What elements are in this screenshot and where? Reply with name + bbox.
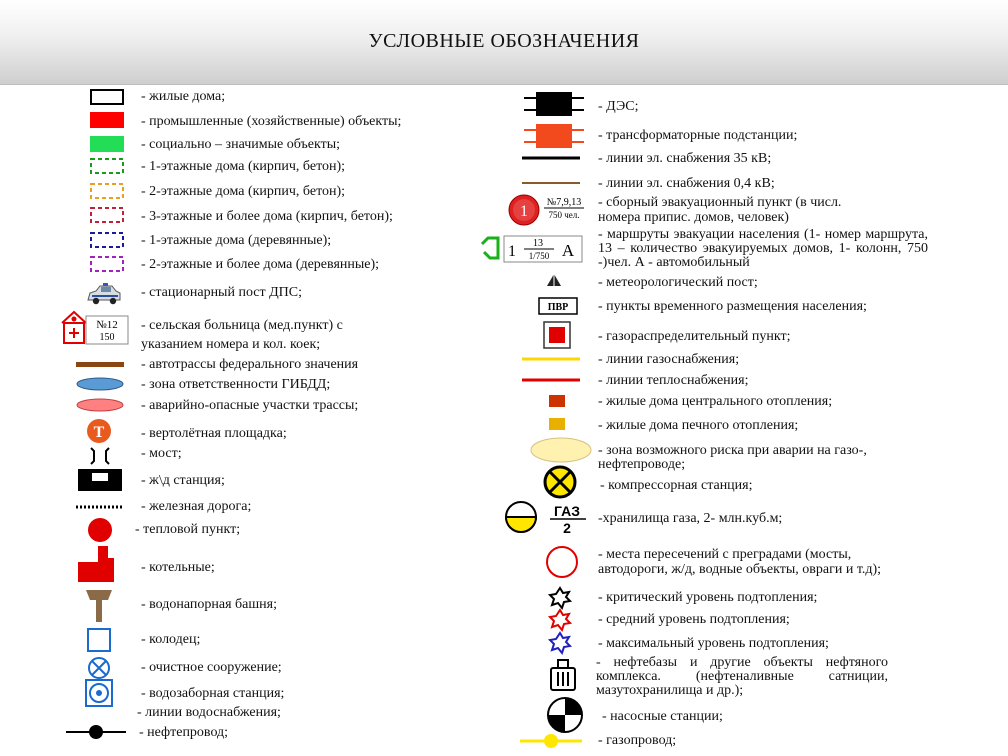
industrial-symbol — [90, 112, 124, 128]
residential-symbol — [90, 89, 124, 105]
water-intake-icon — [85, 679, 113, 707]
gas-pipeline-label: - газопровод; — [598, 733, 677, 748]
power-35kv-label: - линии эл. снабжения 35 кВ; — [598, 151, 772, 166]
svg-text:1: 1 — [508, 243, 516, 260]
transformer-label: - трансформаторные подстанции; — [598, 128, 798, 143]
gas-lines-label: - линии газоснабжения; — [598, 352, 740, 367]
evac-point-label-line1: - сборный эвакуационный пункт (в числ. — [598, 195, 842, 210]
gas-lines-symbol — [522, 357, 580, 361]
residential-label: - жилые дома; — [141, 89, 226, 104]
stove-heating-symbol — [549, 418, 565, 430]
oil-depot-icon — [549, 656, 577, 692]
industrial-label: - промышленные (хозяйственные) объекты; — [141, 114, 402, 129]
gas-risk-zone-label-line1: - зона возможного риска при аварии на газо-, — [598, 443, 867, 458]
well-label: - колодец; — [141, 632, 201, 647]
well-icon — [87, 628, 111, 652]
boiler-label: - котельные; — [141, 560, 215, 575]
wood-1-floor-symbol — [90, 232, 124, 248]
compressor-icon — [543, 465, 577, 499]
flood-critical-label: - критический уровень подтопления; — [598, 590, 818, 605]
treatment-plant-label: - очистное сооружение; — [141, 660, 282, 675]
svg-text:Т: Т — [93, 424, 105, 441]
social-symbol — [90, 136, 124, 152]
flood-max-label: - максимальный уровень подтопления; — [598, 636, 829, 651]
svg-text:2: 2 — [563, 520, 571, 536]
wood-2-floor-label: - 2-этажные и более дома (деревянные); — [141, 257, 380, 272]
weather-post-label: - метеорологический пост; — [598, 275, 758, 290]
gas-pipeline-symbol — [520, 731, 582, 751]
police-car-icon — [86, 280, 122, 308]
hospital-label-line2: указанием номера и кол. коек; — [141, 337, 321, 352]
railway-label: - железная дорога; — [141, 499, 252, 514]
svg-text:ГАЗ: ГАЗ — [554, 503, 580, 519]
gas-storage-symbol — [504, 500, 590, 536]
oil-pipeline-symbol — [66, 723, 126, 743]
flood-max-icon — [548, 631, 572, 655]
gas-distribution-symbol — [543, 321, 571, 349]
flood-medium-icon — [548, 608, 572, 632]
svg-text:1: 1 — [520, 203, 528, 220]
water-lines-label: - линии водоснабжения; — [137, 705, 281, 720]
des-label: - ДЭС; — [598, 99, 639, 114]
evac-houses: №7,9,13 — [546, 197, 582, 208]
svg-text:А: А — [561, 241, 575, 260]
gas-storage-label: -хранилища газа, 2- млн.куб.м; — [598, 511, 783, 526]
wood-2-floor-symbol — [90, 256, 124, 272]
federal-road-symbol — [76, 362, 124, 368]
header-bar — [0, 0, 1008, 85]
heat-lines-symbol — [522, 378, 580, 382]
evac-people: 750 чел. — [548, 210, 580, 220]
water-tower-label: - водонапорная башня; — [141, 597, 277, 612]
boiler-icon — [78, 546, 118, 584]
evac-routes-label: - маршруты эвакуации населения (1- номер маршрута, 13 – количество эвакуируемых домов, 1- колонн, 750 -)чел. А - автомобильный — [598, 227, 928, 270]
des-symbol — [524, 90, 584, 118]
crossings-icon — [545, 545, 579, 579]
gibdd-zone-symbol — [76, 377, 124, 391]
crossings-label-line1: - места пересечений с преградами (мосты, — [598, 547, 852, 562]
gas-risk-zone-label-line2: нефтепроводе; — [598, 457, 686, 472]
central-heating-symbol — [549, 395, 565, 407]
pump-station-icon — [546, 696, 584, 734]
pvr-symbol — [538, 297, 578, 315]
rail-station-symbol — [78, 469, 122, 491]
hospital-number: №12 — [96, 319, 118, 331]
gas-risk-zone-symbol — [530, 437, 592, 463]
bridge-icon — [88, 446, 112, 466]
heat-point-icon — [87, 517, 113, 543]
pvr-label: - пункты временного размещения населения; — [598, 299, 867, 314]
transformer-symbol — [524, 122, 584, 150]
evac-point-label-line2: номера припис. домов, человек) — [598, 210, 789, 225]
svg-text:13: 13 — [533, 238, 543, 249]
hospital-beds: 150 — [99, 332, 115, 343]
social-label: - социально – значимые объекты; — [141, 137, 341, 152]
brick-1-floor-label: - 1-этажные дома (кирпич, бетон); — [141, 159, 346, 174]
heat-point-label: - тепловой пункт; — [135, 522, 241, 537]
flood-critical-icon — [548, 586, 572, 610]
evacuation-point-symbol — [508, 192, 588, 228]
power-04kv-symbol — [522, 181, 580, 185]
treatment-plant-icon — [87, 656, 111, 680]
gas-distribution-label: - газораспределительный пункт; — [598, 329, 791, 344]
evacuation-route-symbol — [478, 232, 584, 266]
hospital-symbol — [60, 310, 130, 346]
water-intake-label: - водозаборная станция; — [141, 686, 285, 701]
rail-station-label: - ж\д станция; — [141, 473, 225, 488]
gibdd-zone-label: - зона ответственности ГИБДД; — [141, 377, 331, 392]
oil-depots-label: - нефтебазы и другие объекты нефтяного комплекса. (нефтеналивные сатниции, мазутохранилища и др.); — [596, 655, 888, 698]
flood-medium-label: - средний уровень подтопления; — [598, 612, 790, 627]
water-tower-icon — [86, 590, 116, 624]
dps-post-label: - стационарный пост ДПС; — [141, 285, 303, 300]
bridge-label: - мост; — [141, 446, 182, 461]
power-04kv-label: - линии эл. снабжения 0,4 кВ; — [598, 176, 775, 191]
federal-road-label: - автотрассы федерального значения — [141, 357, 359, 372]
hospital-label-line1: - сельская больница (мед.пункт) с — [141, 318, 343, 333]
helipad-label: - вертолётная площадка; — [141, 426, 287, 441]
page-title: УСЛОВНЫЕ ОБОЗНАЧЕНИЯ — [368, 30, 640, 52]
brick-1-floor-symbol — [90, 158, 124, 174]
brick-2-floor-symbol — [90, 183, 124, 199]
railway-symbol — [76, 505, 124, 509]
compressor-label: - компрессорная станция; — [600, 478, 753, 493]
weather-post-icon — [546, 272, 562, 288]
oil-pipeline-label: - нефтепровод; — [139, 725, 229, 740]
power-35kv-symbol — [522, 156, 580, 160]
helipad-icon — [86, 418, 112, 444]
stove-heating-label: - жилые дома печного отопления; — [598, 418, 799, 433]
brick-2-floor-label: - 2-этажные дома (кирпич, бетон); — [141, 184, 346, 199]
crossings-label-line2: автодороги, ж/д, водные объекты, овраги и т.д); — [598, 562, 882, 577]
brick-3-floor-symbol — [90, 207, 124, 223]
wood-1-floor-label: - 1-этажные дома (деревянные); — [141, 233, 332, 248]
central-heating-label: - жилые дома центрального отопления; — [598, 394, 833, 409]
danger-sections-label: - аварийно-опасные участки трассы; — [141, 398, 359, 413]
svg-text:1/750: 1/750 — [528, 251, 550, 261]
heat-lines-label: - линии теплоснабжения; — [598, 373, 749, 388]
svg-text:ПВР: ПВР — [547, 302, 569, 313]
danger-sections-symbol — [76, 398, 124, 412]
brick-3-floor-label: - 3-этажные и более дома (кирпич, бетон); — [141, 209, 393, 224]
pump-stations-label: - насосные станции; — [602, 709, 723, 724]
